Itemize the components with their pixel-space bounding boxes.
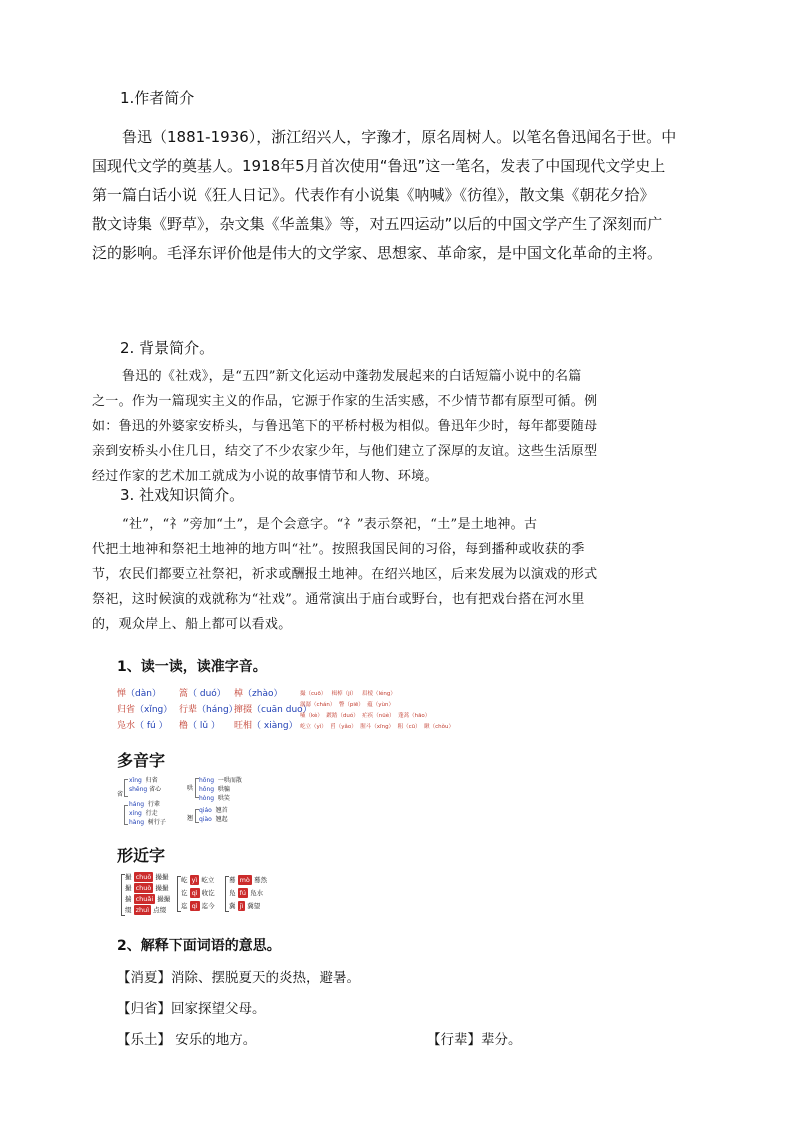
polyphone-heading: 多音字 xyxy=(117,751,166,770)
reading-small-grid xyxy=(300,689,454,735)
reading-cell: 篙（ duó） xyxy=(179,689,226,699)
similar-item: 凫 fú 凫水 xyxy=(229,889,264,897)
similar-item: 撮 chuō 撮撮 xyxy=(125,873,169,881)
section2-line: 鲁迅的《社戏》，是“五四”新文化运动中蓬勃发展起来的白话短篇小说中的名篇 xyxy=(122,369,582,384)
small-cell: 眉棱（léng） xyxy=(361,691,396,697)
reading-cell: 橹（ lǔ ） xyxy=(179,721,220,731)
reading-cell: 撺掇（cuān duo） xyxy=(234,705,312,715)
section1-paragraph xyxy=(92,123,706,268)
polyphone-item: xíng 行走 xyxy=(129,810,158,817)
small-cell: 瞥（piē） xyxy=(338,702,364,708)
section2-line: 亲到安桥头小住几日，结交了不少农家少年，与他们建立了深厚的友谊。这些生活原型 xyxy=(92,444,598,459)
polyphone-item: hǒng 哄骗 xyxy=(199,786,230,793)
explain-item: 【行辈】辈分。 xyxy=(427,1032,522,1048)
section3-line: 代把土地神和祭祀土地神的地方叫“社”。按照我国民间的习俗，每到播种或收获的季 xyxy=(92,542,585,557)
similar-item: 撮 chuò 撮撮 xyxy=(125,884,169,892)
small-cell: 腥斗（xīng） xyxy=(360,724,395,730)
polyphone-char: 翘 xyxy=(187,815,194,822)
small-cell: 舀（yǎo） xyxy=(330,724,357,730)
section3-paragraph xyxy=(92,512,706,637)
section3-line: 的，观众岸上、船上都可以看戏。 xyxy=(92,617,292,632)
polyphone-char: 省 xyxy=(117,791,124,798)
section3-line: “社”，“礻”旁加“土”，是个会意字。“礻”表示祭祀，“土”是土地神。古 xyxy=(122,517,538,532)
polyphone-char: 哄 xyxy=(187,785,194,792)
reading-heading: 1、读一读，读准字音。 xyxy=(117,659,267,675)
similar-item: 迄 qì 迄今 xyxy=(181,902,215,910)
polyphone-item: hōng 一哄而散 xyxy=(199,777,242,784)
section2-line: 经过作家的艺术加工就成为小说的故事情节和人物、环境。 xyxy=(92,469,438,484)
polyphone-item: hàng 树行子 xyxy=(129,819,166,826)
section2-line: 如：鲁迅的外婆家安桥头，与鲁迅笔下的平桥村极为相似。鲁迅年少时，每年都要随母 xyxy=(92,419,598,434)
explain-heading: 2、解释下面词语的意思。 xyxy=(117,938,281,954)
reading-cell: 凫水（ fú ） xyxy=(117,721,168,731)
small-cell: 踱踏（duó） xyxy=(326,713,359,719)
section1-line: 泛的影响。毛泽东评价他是伟大的文学家、思想家、革命家，是中国文化革命的主将。 xyxy=(92,244,663,262)
polyphone-item: xǐng 归省 xyxy=(129,777,158,784)
similar-item: 冀 jì 冀望 xyxy=(229,902,261,910)
similar-item: 讫 qì 收讫 xyxy=(181,889,215,897)
similar-heading: 形近字 xyxy=(117,846,166,865)
similar-item: 揣 chuǎi 撮撮 xyxy=(125,895,171,903)
section1-line: 散文诗集《野草》，杂文集《华盖集》等，对五四运动”以后的中国文学产生了深刻而广 xyxy=(92,215,663,233)
section2-line: 之一。作为一篇现实主义的作品，它源于作家的生活实感，不少情节都有原型可循。例 xyxy=(92,394,598,409)
explain-item: 【消夏】消除、摆脱夏天的炎热，避暑。 xyxy=(117,970,360,986)
small-cell: 瞅（chǒu） xyxy=(424,724,454,730)
section1-line: 国现代文学的奠基人。1918年5月首次使用“鲁迅”这一笔名，发表了中国现代文学史上 xyxy=(92,157,666,175)
section1-heading: 1.作者简介 xyxy=(120,89,195,107)
reading-cell: 归省（xǐng） xyxy=(117,705,173,715)
section2-paragraph xyxy=(92,364,706,489)
reading-cell: 棹（zhào） xyxy=(234,689,283,699)
section1-line: 第一篇白话小说《狂人日记》。代表作有小说集《呐喊》《彷徨》，散文集《朝花夕拾》 xyxy=(92,186,655,204)
similar-item: 缀 zhuì 点缀 xyxy=(125,906,167,914)
section3-heading: 3. 社戏知识简介。 xyxy=(120,486,245,504)
section3-line: 祭祀，这时候演的戏就称为“社戏”。通常演出于庙台或野台，也有把戏台搭在河水里 xyxy=(92,592,585,607)
explain-item: 【归省】回家探望父母。 xyxy=(117,1001,266,1017)
small-cell: 潺潺（chán） xyxy=(300,702,336,708)
polyphone-diagram xyxy=(117,776,257,836)
small-cell: 撮（cuō） xyxy=(300,691,327,697)
similar-item: 屹 yì 屹立 xyxy=(181,876,215,884)
reading-cell: 旺相（ xiàng） xyxy=(234,721,298,731)
small-cell: 粗（cū） xyxy=(397,724,421,730)
polyphone-item: háng 行辈 xyxy=(129,801,160,808)
similar-item: 蓦 mò 蓦然 xyxy=(229,876,267,884)
small-cell: 蓬蒿（hāo） xyxy=(398,713,431,719)
polyphone-item: qiáo 翘首 xyxy=(199,807,228,814)
reading-cell: 惮（dàn） xyxy=(117,689,161,699)
small-cell: 嗑（kè） xyxy=(300,713,323,719)
similar-diagram xyxy=(117,872,297,922)
small-cell: 屹立（yì） xyxy=(300,724,327,730)
reading-cell: 行辈（háng） xyxy=(179,705,238,715)
section1-line: 鲁迅（1881-1936），浙江绍兴人，字豫才，原名周树人。以笔名鲁迅闻名于世。中 xyxy=(122,128,677,146)
section2-heading: 2. 背景简介。 xyxy=(120,339,215,357)
small-cell: 楫棹（jí） xyxy=(331,691,357,697)
polyphone-item: hòng 哄笑 xyxy=(199,795,230,802)
polyphone-item: qiào 翘起 xyxy=(199,816,228,823)
polyphone-item: shěng 省心 xyxy=(129,786,162,793)
small-cell: 疟疾（nüè） xyxy=(362,713,395,719)
explain-item: 【乐土】 安乐的地方。 xyxy=(117,1032,257,1048)
section3-line: 节，农民们都要立社祭祀，祈求或酬报土地神。在绍兴地区，后来发展为以演戏的形式 xyxy=(92,567,598,582)
small-cell: 蕴（yùn） xyxy=(367,702,395,708)
